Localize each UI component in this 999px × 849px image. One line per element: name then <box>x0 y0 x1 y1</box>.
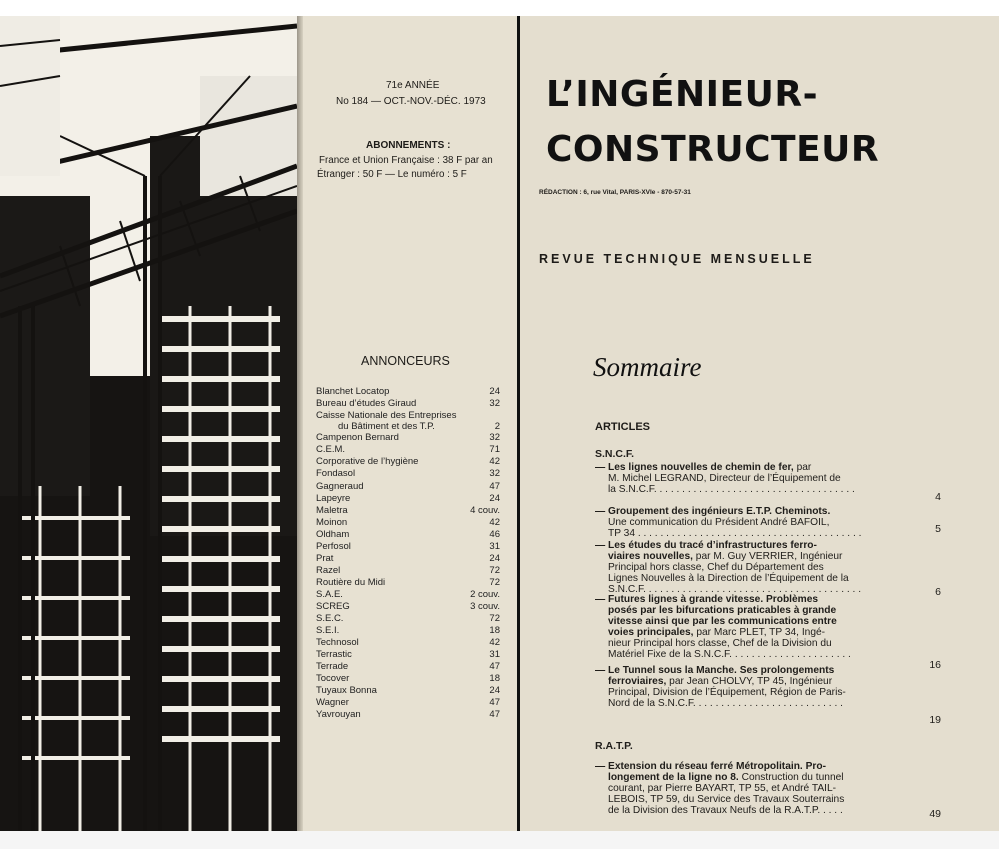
advertiser-name: Perfosol <box>316 540 351 552</box>
contents-section: ARTICLES <box>595 421 650 433</box>
article-line <box>608 584 861 595</box>
article-line-bold: viaires nouvelles, <box>608 550 693 562</box>
article-line-text: Une communication du Président André BAFOIL, <box>608 516 830 528</box>
advertiser-page: 42 <box>489 637 500 649</box>
article-line-text: M. Michel LEGRAND, Directeur de l’Équipement de <box>608 472 841 484</box>
advertiser-page: 18 <box>489 625 500 637</box>
article-page-number: 49 <box>929 808 941 820</box>
advertiser-page: 24 <box>489 685 500 697</box>
article-line-text: Lignes Nouvelles à la Direction de l’Équipement de la <box>608 572 849 584</box>
subscriptions-france: France et Union Française : 38 F par an <box>319 155 493 166</box>
advertiser-page: 47 <box>489 709 500 721</box>
contents-group-heading: S.N.C.F. <box>595 448 635 460</box>
advertiser-name: Gagneraud <box>316 480 364 492</box>
article-line-text: nieur Principal hors classe, Chef de la Division du <box>608 637 832 649</box>
article-line-bold: ferroviaires, <box>608 675 667 687</box>
advertiser-name: Technosol <box>316 637 359 649</box>
article-line-bold: — Les études du tracé d’infrastructures ferro- <box>595 540 817 551</box>
crane-building-illustration <box>0 16 297 831</box>
article-line <box>608 638 832 649</box>
advertiser-page: 2 <box>494 421 500 433</box>
article-line <box>595 761 826 772</box>
advertiser-page: 42 <box>489 456 500 468</box>
article-page-number: 6 <box>935 586 941 598</box>
advertiser-name: Campenon Bernard <box>316 432 399 444</box>
article-line <box>595 462 811 473</box>
article-line-text: Principal, Division de l’Équipement, Région de Paris- <box>608 686 846 698</box>
article-line-bold: posés par les bifurcations praticables à grande <box>608 604 837 616</box>
masthead-subtitle: REVUE TECHNIQUE MENSUELLE <box>539 252 815 266</box>
article-line <box>608 484 855 495</box>
article-line <box>608 698 843 709</box>
advertiser-name: Caisse Nationale des Entreprises <box>316 410 457 422</box>
article-line <box>608 627 825 638</box>
article-line-text: Nord de la S.N.C.F. . . . . . . . . . . . . . . . . . . . . . . . . . . <box>608 697 843 709</box>
advertiser-page: 32 <box>489 432 500 444</box>
article-page-number: 4 <box>935 491 941 503</box>
advertiser-page: 72 <box>489 613 500 625</box>
advertiser-name: Maletra <box>316 504 348 516</box>
advertiser-name: SCREG <box>316 601 350 612</box>
advertiser-name: Bureau d’études Giraud <box>316 398 417 410</box>
article-line <box>608 517 829 528</box>
article-line-text: par <box>793 462 812 473</box>
year-label: 71e ANNÉE <box>386 80 440 91</box>
advertiser-page: 47 <box>489 661 500 673</box>
article-line <box>595 540 817 551</box>
article-line-bold: — Les lignes nouvelles de chemin de fer, <box>595 462 794 473</box>
subscriptions-title: ABONNEMENTS : <box>366 140 451 151</box>
article-line <box>608 616 837 627</box>
advertiser-name: Prat <box>316 552 334 564</box>
article-line <box>608 528 861 539</box>
article-line-text: LEBOIS, TP 59, du Service des Travaux Souterrains <box>608 793 845 805</box>
advertiser-page: 31 <box>489 649 500 661</box>
article-line-bold: — Futures lignes à grande vitesse. Problèmes <box>595 594 819 605</box>
advertiser-page: 71 <box>489 444 500 456</box>
masthead-title-line1: L’INGÉNIEUR- <box>546 74 819 115</box>
redaction-address: RÉDACTION : 6, rue Vital, PARIS-XVIe - 870-57-31 <box>539 189 691 196</box>
advertiser-name: Wagner <box>316 697 349 709</box>
contents-title: Sommaire <box>593 352 702 382</box>
article-line-text: Construction du tunnel <box>738 771 844 783</box>
top-margin <box>0 0 999 16</box>
advertiser-name-continued: du Bâtiment et des T.P. <box>338 421 435 433</box>
advertiser-name: Fondasol <box>316 468 356 480</box>
advertiser-name: Yavrouyan <box>316 709 361 721</box>
article-line <box>608 551 842 562</box>
advertiser-page: 2 couv. <box>470 588 500 600</box>
article-line-text: Principal hors classe, Chef du Département des <box>608 561 824 573</box>
article-line-text: par M. Guy VERRIER, Ingénieur <box>692 550 843 562</box>
advertiser-page: 24 <box>489 386 500 397</box>
advertiser-name: S.E.C. <box>316 613 344 625</box>
advertiser-page: 42 <box>489 516 500 528</box>
article-line <box>608 573 849 584</box>
article-line-bold: longement de la ligne no 8. <box>608 771 739 783</box>
advertiser-page: 47 <box>489 480 500 492</box>
advertiser-name: Terrastic <box>316 649 352 661</box>
advertiser-name: Razel <box>316 564 341 576</box>
article-line-bold: — Le Tunnel sous la Manche. Ses prolongements <box>595 665 835 676</box>
advertiser-name: Oldham <box>316 528 350 540</box>
article-line-bold: — Extension du réseau ferré Métropolitain. Pro- <box>595 761 826 772</box>
article-line <box>608 794 844 805</box>
article-line <box>608 783 836 794</box>
advertiser-page: 47 <box>489 697 500 709</box>
article-line-text: la S.N.C.F. . . . . . . . . . . . . . . . . . . . . . . . . . . . . . . . . . . . <box>608 483 855 495</box>
masthead-title-line2: CONSTRUCTEUR <box>546 129 880 170</box>
article-line <box>595 665 834 676</box>
article-line-bold: voies principales, <box>608 626 694 638</box>
construction-photo <box>0 16 297 831</box>
article-line-text: Matériel Fixe de la S.N.C.F. . . . . . . . . . . . . . . . . . . . . . <box>608 648 851 660</box>
advertiser-page: 24 <box>489 552 500 564</box>
advertiser-name: Corporative de l’hygiène <box>316 456 419 468</box>
article-line-bold: vitesse ainsi que par les communications entre <box>608 615 837 627</box>
advertiser-page: 24 <box>489 492 500 504</box>
issue-number: No 184 — OCT.-NOV.-DÉC. 1973 <box>336 96 486 107</box>
advertiser-page: 46 <box>489 528 500 540</box>
article-line <box>595 594 818 605</box>
article-line <box>595 506 830 517</box>
advertiser-page: 32 <box>489 398 500 410</box>
advertisers-title: ANNONCEURS <box>361 354 450 368</box>
article-line <box>608 772 844 783</box>
article-line <box>608 562 824 573</box>
article-line <box>608 687 846 698</box>
advertiser-name: S.A.E. <box>316 588 343 600</box>
advertiser-name: S.E.I. <box>316 625 340 637</box>
article-page-number: 16 <box>929 659 941 671</box>
bottom-margin <box>0 831 999 849</box>
advertiser-page: 72 <box>489 576 500 588</box>
article-line-text: par Jean CHOLVY, TP 45, Ingénieur <box>666 675 833 687</box>
article-line-text: de la Division des Travaux Neufs de la R.A.T.P. . . . . <box>608 804 843 816</box>
left-text-page <box>303 16 517 831</box>
advertiser-name: Blanchet Locatop <box>316 386 390 397</box>
advertiser-name: Tuyaux Bonna <box>316 685 377 697</box>
article-line-text: courant, par Pierre BAYART, TP 55, et André TAIL- <box>608 782 837 794</box>
article-line <box>608 605 836 616</box>
article-line-text: TP 34 . . . . . . . . . . . . . . . . . . . . . . . . . . . . . . . . . . . . . . . . <box>608 527 862 539</box>
article-page-number: 5 <box>935 523 941 535</box>
article-line <box>608 649 851 660</box>
advertiser-name: Routière du Midi <box>316 576 386 588</box>
advertiser-page: 4 couv. <box>470 504 500 516</box>
advertiser-page: 72 <box>489 564 500 576</box>
article-line <box>608 805 843 816</box>
article-line <box>608 676 832 687</box>
article-page-number: 19 <box>929 714 941 726</box>
advertiser-page: 18 <box>489 673 500 685</box>
advertiser-page: 31 <box>489 540 500 552</box>
advertiser-name: Moinon <box>316 516 348 528</box>
subscriptions-abroad: Étranger : 50 F — Le numéro : 5 F <box>317 169 467 180</box>
advertiser-page: 3 couv. <box>470 601 500 612</box>
advertiser-name: Tocover <box>316 673 350 685</box>
advertiser-name: Terrade <box>316 661 349 673</box>
article-line-text: par Marc PLET, TP 34, Ingé- <box>693 626 826 638</box>
article-line <box>608 473 841 484</box>
advertiser-name: Lapeyre <box>316 492 351 504</box>
contents-group-heading: R.A.T.P. <box>595 740 633 752</box>
advertiser-page: 32 <box>489 468 500 480</box>
right-text-page <box>520 16 999 831</box>
advertiser-name: C.E.M. <box>316 444 346 456</box>
article-line-text: S.N.C.F. . . . . . . . . . . . . . . . . . . . . . . . . . . . . . . . . . . . . . . <box>608 583 862 595</box>
article-line-bold: — Groupement des ingénieurs E.T.P. Cheminots. <box>595 506 831 517</box>
